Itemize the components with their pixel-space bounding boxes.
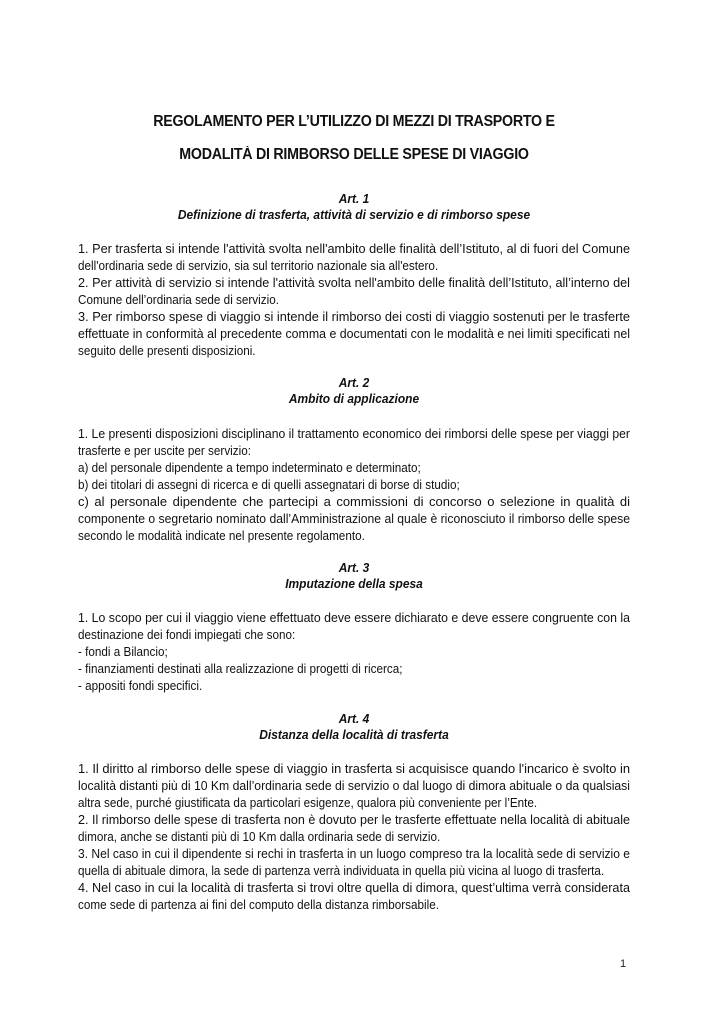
article-2-heading: Ambito di applicazione	[288, 391, 420, 406]
article-1-line: 2. Per attività di servizio si intende l'attività svolta nell'ambito delle finalità dell’Istituto, all’interno del	[78, 275, 630, 290]
article-3-line: destinazione dei fondi impiegati che sono:	[78, 627, 296, 642]
article-3-line: 1. Lo scopo per cui il viaggio viene effettuato deve essere dichiarato e deve essere congruente con la	[78, 610, 630, 625]
article-2-line: 1. Le presenti disposizioni disciplinano il trattamento economico dei rimborsi delle spese per viaggi per	[78, 426, 630, 441]
article-1-line: Comune dell’ordinaria sede di servizio.	[78, 292, 279, 307]
article-4-line: località distanti più di 10 Km dall’ordinaria sede di servizio o dal luogo di dimora abituale o da qualsiasi	[78, 778, 630, 793]
article-4-line: dimora, anche se distanti più di 10 Km dalla ordinaria sede di servizio.	[78, 829, 441, 844]
article-2-line: c) al personale dipendente che partecipi a commissioni di concorso o selezione in qualità di	[78, 494, 630, 509]
article-4-line: come sede di partenza ai fini del computo della distanza rimborsabile.	[78, 897, 439, 912]
article-1-number: Art. 1	[338, 191, 370, 206]
article-4-number: Art. 4	[338, 711, 370, 726]
article-1-line: seguito delle presenti disposizioni.	[78, 343, 256, 358]
document-title-line-1: REGOLAMENTO PER L’UTILIZZO DI MEZZI DI TRASPORTO E	[153, 113, 555, 130]
article-4-line: 2. Il rimborso delle spese di trasferta non è dovuto per le trasferte effettuate nella località di abituale	[78, 812, 630, 827]
article-2-line: trasferte e per uscite per servizio:	[78, 443, 251, 458]
article-4-heading: Distanza della località di trasferta	[259, 727, 449, 742]
article-4-line: 3. Nel caso in cui il dipendente si rechi in trasferta in un luogo compreso tra la località sede di servizio e	[78, 846, 630, 861]
article-1-line: 1. Per trasferta si intende l'attività svolta nell'ambito delle finalità dell’Istituto, al di fuori del Comune	[78, 241, 630, 256]
article-1-line: dell'ordinaria sede di servizio, sia sul territorio nazionale sia all'estero.	[78, 258, 439, 273]
article-3-number: Art. 3	[338, 560, 370, 575]
article-2-line: componente o segretario nominato dall’Amministrazione al quale è riconosciuto il rimborso delle spese	[78, 511, 630, 526]
document-title-line-2: MODALITÀ DI RIMBORSO DELLE SPESE DI VIAGGIO	[179, 146, 529, 163]
article-3-line: - fondi a Bilancio;	[78, 644, 168, 659]
article-4-line: altra sede, purché giustificata da particolari esigenze, qualora più conveniente per l’Ente.	[78, 795, 538, 810]
article-3-heading: Imputazione della spesa	[285, 576, 423, 591]
article-2-line: secondo le modalità indicate nel presente regolamento.	[78, 528, 365, 543]
page-number: 1	[620, 958, 627, 970]
article-1-heading: Definizione di trasferta, attività di servizio e di rimborso spese	[177, 207, 531, 222]
article-4-line: 1. Il diritto al rimborso delle spese di viaggio in trasferta si acquisisce quando l'incarico è svolto in	[78, 761, 630, 776]
article-2-line: b) dei titolari di assegni di ricerca e di quelli assegnatari di borse di studio;	[78, 477, 460, 492]
article-3-line: - finanziamenti destinati alla realizzazione di progetti di ricerca;	[78, 661, 403, 676]
article-4-line: 4. Nel caso in cui la località di trasferta si trovi oltre quella di dimora, quest’ultima verrà considerata	[78, 880, 630, 895]
article-1-line: 3. Per rimborso spese di viaggio si intende il rimborso dei costi di viaggio sostenuti per le trasferte	[78, 309, 630, 324]
article-2-line: a) del personale dipendente a tempo indeterminato e determinato;	[78, 460, 421, 475]
article-1-line: effettuate in conformità al precedente comma e documentati con le modalità e nei limiti specificati nel	[78, 326, 630, 341]
article-4-line: quella di abituale dimora, la sede di partenza verrà individuata in quella più vicina al luogo di trasferta.	[78, 863, 605, 878]
article-2-number: Art. 2	[338, 375, 370, 390]
article-3-line: - appositi fondi specifici.	[78, 678, 203, 693]
